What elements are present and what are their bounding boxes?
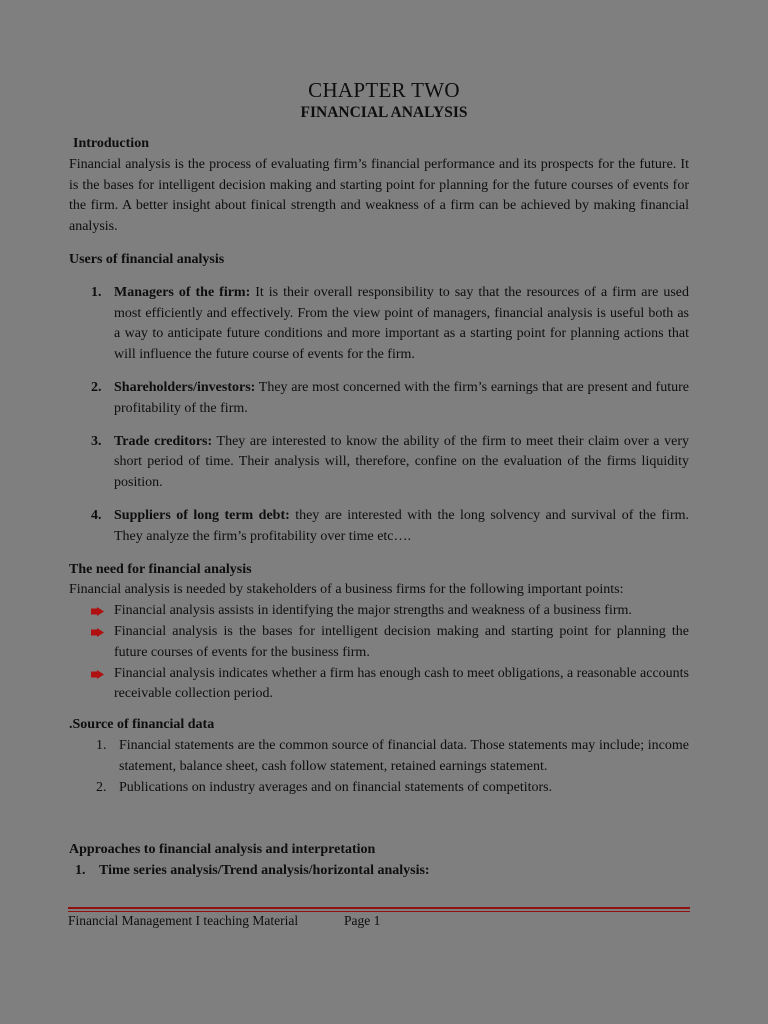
user-term: Suppliers of long term debt: <box>114 507 290 523</box>
list-item <box>69 378 689 420</box>
arrow-bullet-icon <box>91 607 104 616</box>
list-item <box>69 736 689 778</box>
user-description: It is their overall responsibility to say that the resources of a firm are used most efficiently and effectively. From the view point of managers, financial analysis is useful both as a way to anticipate future conditions and more important as a starting point for planning actions that will influence the future course of events for the firm. <box>114 284 689 363</box>
footer-material: Financial Management I teaching Material <box>68 913 299 928</box>
list-item <box>69 432 689 494</box>
footer-rule <box>68 907 690 909</box>
list-number: 1. <box>91 284 102 300</box>
user-term: Managers of the firm: <box>114 284 251 300</box>
chapter-subtitle: FINANCIAL ANALYSIS <box>300 104 468 121</box>
list-item <box>69 664 689 706</box>
list-item <box>69 601 689 622</box>
source-heading: .Source of financial data <box>69 717 215 733</box>
intro-heading: Introduction <box>73 136 149 151</box>
list-number: 1. <box>96 737 107 753</box>
approach-item <box>69 861 689 882</box>
need-text: Financial analysis is the bases for intelligent decision making and starting point for planning the future courses of events for the business firm. <box>114 623 689 660</box>
list-number: 4. <box>91 507 102 523</box>
user-description: they are interested with the long solvency and survival of the firm. They analyze the firm’s profitability over time etc…. <box>114 507 689 544</box>
list-item <box>69 506 689 548</box>
users-list <box>69 283 689 548</box>
page-number: Page 1 <box>344 913 381 928</box>
list-number: 1. <box>75 863 86 879</box>
need-intro: Financial analysis is needed by stakeholders of a business firms for the following important points: <box>69 582 624 598</box>
list-item <box>69 622 689 664</box>
source-list <box>69 736 689 798</box>
need-text: Financial analysis indicates whether a firm has enough cash to meet obligations, a reasonable accounts receivable collection period. <box>114 665 689 702</box>
user-description: They are interested to know the ability of the firm to meet their claim over a very short period of time. Their analysis will, therefore, confine on the evaluation of the firms liquidity position. <box>114 433 689 491</box>
user-term: Shareholders/investors: <box>114 379 256 395</box>
need-text: Financial analysis assists in identifying the major strengths and weakness of a business firm. <box>114 603 632 619</box>
arrow-bullet-icon <box>91 670 104 679</box>
page-footer <box>68 913 381 929</box>
arrow-bullet-icon <box>91 628 104 637</box>
users-heading: Users of financial analysis <box>69 251 225 267</box>
approaches-heading: Approaches to financial analysis and interpretation <box>69 842 376 858</box>
need-heading: The need for financial analysis <box>69 561 252 577</box>
user-term: Trade creditors: <box>114 433 213 449</box>
list-item <box>69 778 689 799</box>
source-text: Financial statements are the common source of financial data. Those statements may include; income statement, balance sheet, cash follow statement, retained earnings statement. <box>119 737 689 774</box>
source-text: Publications on industry averages and on financial statements of competitors. <box>119 779 553 795</box>
list-number: 2. <box>91 379 102 395</box>
intro-paragraph: Financial analysis is the process of evaluating firm’s financial performance and its prospects for the future. It is the bases for intelligent decision making and starting point for planning for the future courses of events for the firm. A better insight about finical strength and weakness of a firm can be achieved by making financial analysis. <box>69 156 689 235</box>
list-number: 2. <box>96 779 107 795</box>
chapter-title: CHAPTER TWO <box>308 78 460 102</box>
user-description: They are most concerned with the firm’s earnings that are present and future profitability of the firm. <box>114 379 689 416</box>
footer-rule-thin <box>68 911 690 912</box>
need-list <box>69 601 689 705</box>
list-item <box>69 283 689 366</box>
approach-text: Time series analysis/Trend analysis/horizontal analysis: <box>99 863 430 879</box>
list-number: 3. <box>91 433 102 449</box>
page-content <box>69 134 689 882</box>
